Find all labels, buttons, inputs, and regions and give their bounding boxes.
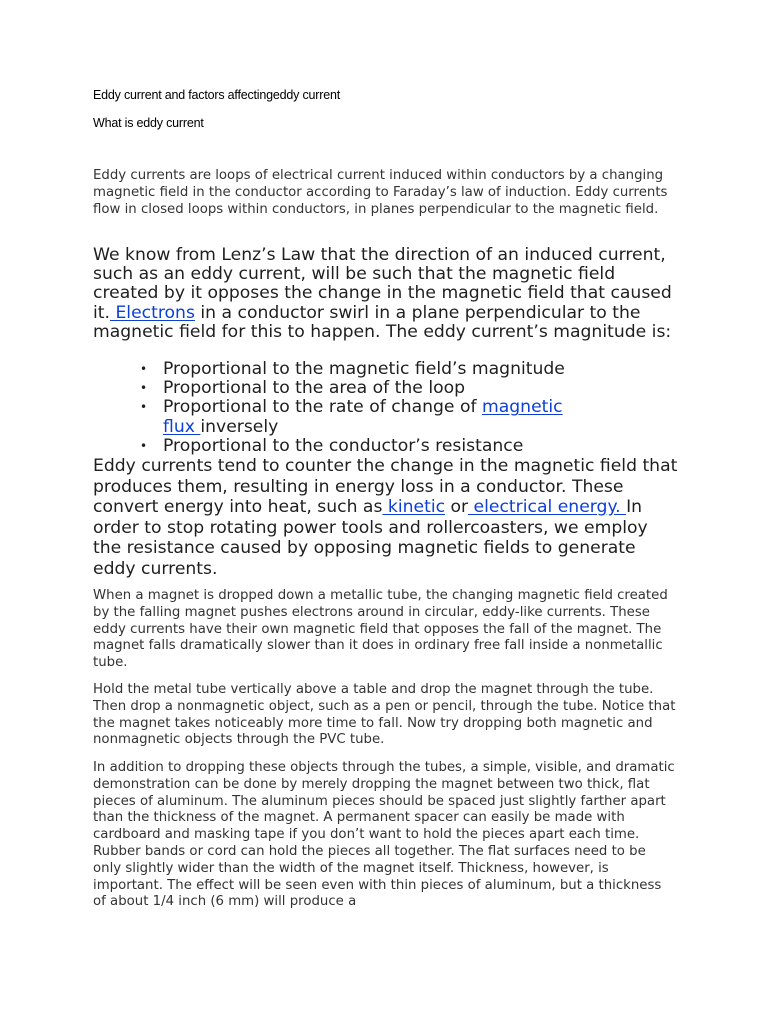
- bullet-icon: •: [140, 438, 148, 453]
- magnetic-flux-link[interactable]: magnetic flux: [163, 397, 563, 437]
- list-item: [93, 437, 583, 456]
- paragraph-aluminum-demo: In addition to dropping these objects through the tubes, a simple, visible, and dramatic demonstration can be done by merely dropping the magnet between two thick, flat pieces of aluminum. The aluminum pieces should be spaced just slightly farther apart than the thickness of the magnet. A permanent spacer can easily be made with cardboard and masking tape if you don’t want to hold the pieces apart each time. Rubber bands or cord can hold the pieces all together. The flat surfaces need to be only slightly wider than the width of the magnet itself. Thickness, however, is important. The effect will be seen even with thin pieces of aluminum, but a thickness of about 1/4 inch (6 mm) will produce a: [93, 760, 675, 910]
- energy-text-before: Eddy currents tend to counter the change in the magnetic field that produces them, resulting in energy loss in a conductor. These convert energy into heat, such as: [93, 456, 678, 518]
- list-item-text: Proportional to the conductor’s resistance: [163, 435, 524, 456]
- list-item-text: Proportional to the area of the loop: [163, 378, 466, 399]
- paragraph-falling-magnet: When a magnet is dropped down a metallic tube, the changing magnetic field created by the falling magnet pushes electrons around in circular, eddy-like currents. These eddy currents have their own magnetic field that opposes the fall of the magnet. The magnet falls dramatically slower than it does in ordinary free fall inside a nonmetallic tube.: [93, 588, 668, 671]
- section-heading: What is eddy current: [93, 116, 204, 130]
- list-item-text: Proportional to the rate of change of: [163, 397, 482, 418]
- bullet-icon: •: [140, 400, 148, 415]
- list-item-text: inversely: [200, 416, 279, 437]
- magnitude-list: [93, 360, 678, 456]
- bullet-icon: •: [140, 381, 148, 396]
- lenz-text-after: in a conductor swirl in a plane perpendicular to the magnetic field for this to happen. The eddy current’s magnitude is:: [93, 302, 672, 342]
- list-item: [93, 360, 583, 379]
- paragraph-definition: Eddy currents are loops of electrical current induced within conductors by a changing magnetic field in the conductor according to Faraday’s law of induction. Eddy currents flow in closed loops within conductors, in planes perpendicular to the magnetic field.: [93, 168, 668, 217]
- paragraph-energy-loss: [93, 456, 678, 580]
- paragraph-tube-experiment: Hold the metal tube vertically above a table and drop the magnet through the tube. Then drop a nonmagnetic object, such as a pen or pencil, through the tube. Notice that the magnet takes noticeably more time to fall. Now try dropping both magnetic and nonmagnetic objects through the PVC tube.: [93, 682, 676, 748]
- electrical-energy-link[interactable]: electrical energy.: [468, 497, 627, 518]
- paragraph-lenz-law: [93, 246, 678, 342]
- list-item: [93, 379, 583, 398]
- list-item-text: Proportional to the magnetic field’s magnitude: [163, 359, 565, 379]
- energy-text-after: In order to stop rotating power tools and rollercoasters, we employ the resistance caused by opposing magnetic fields to generate eddy currents.: [93, 497, 648, 579]
- kinetic-link[interactable]: kinetic: [382, 497, 446, 518]
- energy-text-or: or: [445, 497, 469, 518]
- electrons-link[interactable]: Electrons: [109, 302, 195, 323]
- lenz-text-before: We know from Lenz’s Law that the direction of an induced current, such as an eddy current, will be such that the magnetic field created by it opposes the change in the magnetic field that caused it.: [93, 245, 672, 323]
- document-title: Eddy current and factors affectingeddy current: [93, 88, 340, 102]
- bullet-icon: •: [140, 362, 148, 376]
- list-item: [93, 398, 583, 436]
